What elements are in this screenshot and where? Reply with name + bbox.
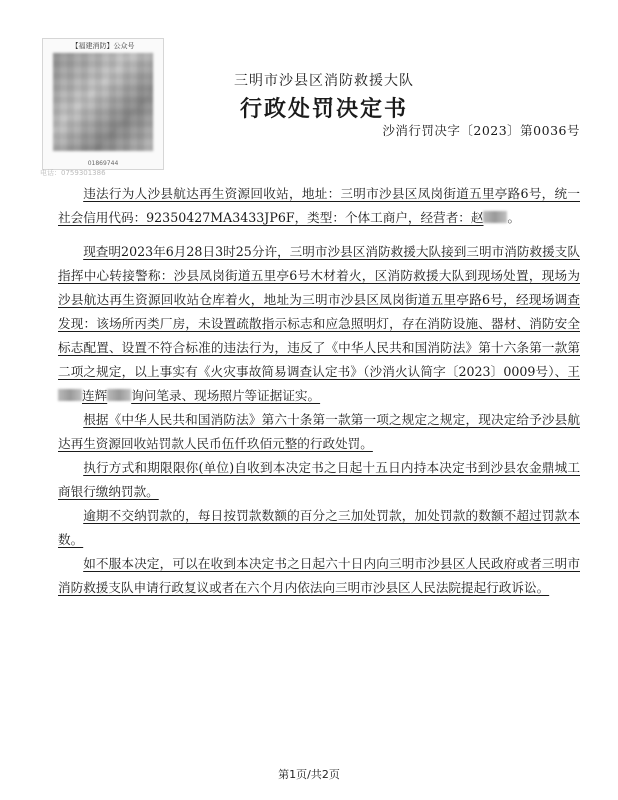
page-indicator: 第1页/共2页 bbox=[278, 768, 340, 781]
findings-text-c: 询问笔录、现场照片等证据证实。 bbox=[131, 388, 321, 403]
issuing-agency: 三明市沙县区消防救援大队 bbox=[234, 73, 414, 89]
offender-text: 违法行为人沙县航达再生资源回收站，地址：三明市沙县区凤岗街道五里亭路6号，统一社会信用代码：92350427MA3433JP6F，类型：个体工商户，经营者：赵 bbox=[58, 186, 580, 225]
qr-faded-text: 电话：0759301386 bbox=[40, 169, 106, 177]
redacted-name-mark bbox=[107, 389, 131, 401]
overdue-text: 逾期不交纳罚款的，每日按罚款数额的百分之三加处罚款，加处罚款的数额不超过罚款本数。 bbox=[58, 508, 580, 547]
appeal-paragraph bbox=[58, 552, 580, 600]
findings-text-b: 连辉 bbox=[82, 388, 108, 403]
offender-paragraph bbox=[58, 182, 580, 230]
qr-caption-bottom: 01869744 bbox=[87, 160, 119, 167]
document-title: 行政处罚决定书 bbox=[239, 97, 408, 122]
findings-paragraph bbox=[58, 240, 580, 408]
redacted-name-mark bbox=[58, 389, 82, 401]
findings-text-a: 现查明2023年6月28日3时25分许，三明市沙县区消防救援大队接到三明市消防救援支队指挥中心转接警称：沙县凤岗街道五里亭6号木材着火，区消防救援大队到现场处置，现场为沙县航达再生资源回收站仓库着火，地址为三明市沙县区凤岗街道五里亭路6号，经现场调查发现：该场所丙类厂房，未设置疏散指示标志和应急照明灯，存在消防设施、器材、消防安全标志配置、设置不符合标准的违法行为，违反了《中华人民共和国消防法》第十六条第一款第二项之规定，以上事实有《火灾事故简易调查认定书》（沙消火认简字〔2023〕0009号）、王 bbox=[58, 244, 580, 379]
document-number: 沙消行罚决字〔2023〕第0036号 bbox=[382, 123, 580, 138]
offender-end: 。 bbox=[507, 210, 521, 225]
execution-paragraph bbox=[58, 456, 580, 504]
legal-basis-paragraph bbox=[58, 408, 580, 456]
document-body bbox=[58, 182, 580, 600]
appeal-text: 如不服本决定，可以在收到本决定书之日起六十日内向三明市沙县区人民政府或者三明市消防救援支队申请行政复议或者在六个月内依法向三明市沙县区人民法院提起行政诉讼。 bbox=[58, 556, 580, 595]
overdue-paragraph bbox=[58, 504, 580, 552]
execution-text: 执行方式和期限限你(单位)自收到本决定书之日起十五日内持本决定书到沙县农金鼎城工商银行缴纳罚款。 bbox=[58, 460, 580, 499]
redacted-name-mark bbox=[483, 211, 507, 223]
legal-basis-text: 根据《中华人民共和国消防法》第六十条第一款第一项之规定之规定，现决定给予沙县航达再生资源回收站罚款人民币伍仟玖佰元整的行政处罚。 bbox=[58, 412, 580, 451]
qr-caption-top: 【福建消防】公众号 bbox=[71, 42, 135, 50]
